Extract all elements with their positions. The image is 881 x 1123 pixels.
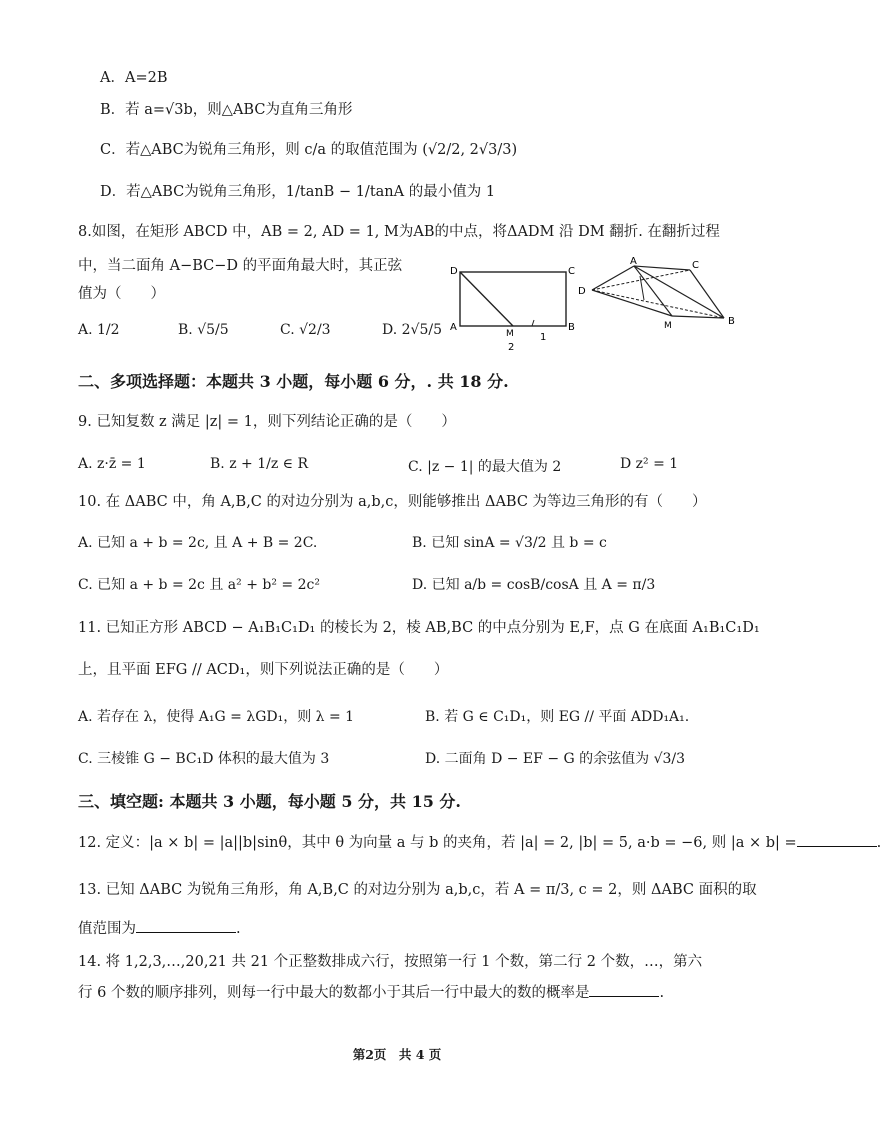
q13-answer-blank[interactable]: [136, 918, 236, 933]
fig1-label-b: B: [568, 322, 575, 333]
fig1-label-c: C: [568, 266, 575, 277]
fig1-label-m: M: [506, 329, 514, 339]
q12-line: 12. 定义：|a × b| = |a||b|sinθ，其中 θ 为向量 a 与 b 的夹角，若 |a| = 2, |b| = 5, a·b = −6, 则 |a × b| = .: [78, 832, 881, 853]
folded-figure: [574, 254, 740, 338]
q8-line2: 中，当二面角 A−BC−D 的平面角最大时，其正弦: [78, 258, 403, 274]
q9-option-d: D z² = 1: [620, 456, 679, 472]
q13-line1: 13. 已知 ΔABC 为锐角三角形，角 A,B,C 的对边分别为 a,b,c，若 A = π/3, c = 2，则 ΔABC 面积的取: [78, 882, 757, 898]
q10-option-b: B. 已知 sinA = √3/2 且 b = c: [412, 535, 607, 551]
q14-text: 行 6 个数的顺序排列，则每一行中最大的数都小于其后一行中最大的数的概率是: [78, 985, 590, 1001]
q9-option-a: A. z·z̄ = 1: [78, 456, 146, 472]
q8-option-c: C. √2/3: [280, 322, 331, 338]
fig1-label-d: D: [450, 266, 458, 277]
q7-option-b: B．若 a=√3b，则△ABC为直角三角形: [100, 102, 353, 118]
q10-option-a: A. 已知 a + b = 2c, 且 A + B = 2C.: [78, 535, 318, 551]
fig1-label-1: 1: [540, 332, 547, 343]
q10-stem: 10. 在 ΔABC 中，角 A,B,C 的对边分别为 a,b,c，则能够推出 ΔABC 为等边三角形的有（ ）: [78, 494, 707, 510]
q9-option-c: C. |z − 1| 的最大值为 2: [408, 459, 562, 475]
q10-option-d: D. 已知 a/b = cosB/cosA 且 A = π/3: [412, 577, 656, 593]
q8-line3: 值为（ ）: [78, 286, 165, 302]
q9-option-b: B. z + 1/z ∈ R: [210, 456, 308, 472]
fig2-label-m: M: [664, 321, 672, 331]
q13-text: 值范围为: [78, 921, 136, 937]
q7-option-d: D．若△ABC为锐角三角形，1/tanB − 1/tanA 的最小值为 1: [100, 184, 496, 200]
q11-option-a: A. 若存在 λ，使得 A₁G = λGD₁，则 λ = 1: [78, 709, 355, 725]
fig1-label-a: A: [450, 322, 457, 333]
q8-option-b: B. √5/5: [178, 322, 229, 338]
q11-line1: 11. 已知正方形 ABCD − A₁B₁C₁D₁ 的棱长为 2，棱 AB,BC 的中点分别为 E,F，点 G 在底面 A₁B₁C₁D₁: [78, 620, 760, 636]
q12-answer-blank[interactable]: [797, 832, 877, 847]
q12-text: 12. 定义：|a × b| = |a||b|sinθ，其中 θ 为向量 a 与 b 的夹角，若 |a| = 2, |b| = 5, a·b = −6, 则 |a × b| =: [78, 835, 797, 851]
fig2-label-c: C: [692, 260, 699, 271]
q8-option-d: D. 2√5/5: [382, 322, 442, 338]
q9-stem: 9. 已知复数 z 满足 |z| = 1，则下列结论正确的是（ ）: [78, 414, 456, 430]
q14-answer-blank[interactable]: [589, 982, 659, 997]
q8-line1: 8.如图，在矩形 ABCD 中，AB = 2, AD = 1, M为AB的中点，将ΔADM 沿 DM 翻折. 在翻折过程: [78, 224, 720, 240]
section2-heading: 二、多项选择题：本题共 3 小题，每小题 6 分，. 共 18 分.: [78, 372, 509, 391]
fig2-label-d: D: [578, 286, 586, 297]
q7-option-c: C．若△ABC为锐角三角形，则 c/a 的取值范围为 (√2/2, 2√3/3): [100, 142, 518, 158]
q11-option-b: B. 若 G ∈ C₁D₁，则 EG // 平面 ADD₁A₁.: [425, 709, 690, 725]
fig2-label-a: A: [630, 256, 637, 267]
q7-option-a: A．A=2B: [100, 70, 168, 86]
q11-line2: 上，且平面 EFG // ACD₁，则下列说法正确的是（ ）: [78, 662, 449, 678]
q10-option-c: C. 已知 a + b = 2c 且 a² + b² = 2c²: [78, 577, 320, 593]
fig1-label-2: 2: [508, 342, 515, 353]
q13-line2: 值范围为 .: [78, 918, 241, 939]
q14-line1: 14. 将 1,2,3,…,20,21 共 21 个正整数排成六行，按照第一行 1 个数，第二行 2 个数，…，第六: [78, 954, 703, 970]
page-footer: 第2页 共 4 页: [352, 1047, 442, 1062]
fig2-label-b: B: [728, 316, 735, 327]
rectangle-figure: [448, 262, 578, 354]
q14-line2: 行 6 个数的顺序排列，则每一行中最大的数都小于其后一行中最大的数的概率是 .: [78, 982, 664, 1003]
q11-option-c: C. 三棱锥 G − BC₁D 体积的最大值为 3: [78, 751, 330, 767]
q11-option-d: D. 二面角 D − EF − G 的余弦值为 √3/3: [425, 751, 686, 767]
section3-heading: 三、填空题: 本题共 3 小题，每小题 5 分，共 15 分.: [78, 792, 462, 811]
q8-option-a: A. 1/2: [78, 322, 120, 338]
